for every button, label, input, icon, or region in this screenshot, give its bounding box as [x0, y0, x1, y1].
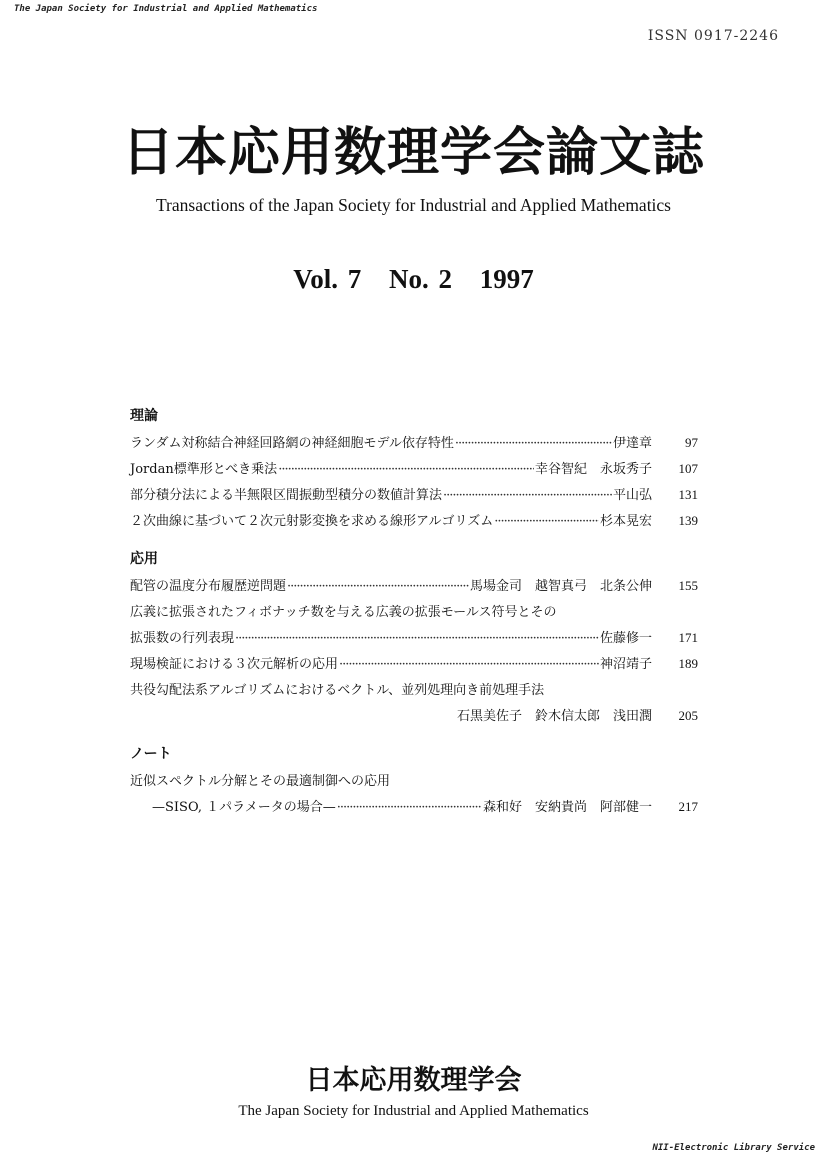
- volume: Vol. 7: [293, 264, 362, 294]
- article-page: 155: [678, 578, 698, 593]
- year: 1997: [479, 264, 534, 294]
- toc-entry-line1[interactable]: [130, 601, 698, 627]
- article-page: 107: [678, 461, 698, 476]
- toc-entry[interactable]: [130, 484, 698, 510]
- article-page: 131: [678, 487, 698, 502]
- article-page: 217: [678, 799, 698, 814]
- article-authors: 神沼靖子: [599, 657, 652, 672]
- toc-entry-line1[interactable]: [130, 679, 698, 705]
- toc-entry[interactable]: [130, 432, 698, 458]
- leader-dots: [443, 488, 612, 503]
- article-title: 広義に拡張されたフィボナッチ数を与える広義の拡張モールス符号とその: [130, 605, 557, 620]
- publisher-name-jp: 日本応用数理学会: [305, 1065, 522, 1096]
- section-heading-theory: 理論: [130, 408, 158, 424]
- article-title: ランダム対称結合神経回路網の神経細胞モデル依存特性: [130, 436, 454, 451]
- leader-dots: [287, 579, 469, 594]
- article-authors: 馬場金司 越智真弓 北条公伸: [469, 579, 652, 594]
- toc-entry-line1[interactable]: [130, 770, 698, 796]
- issue-number: No. 2: [389, 264, 453, 294]
- leader-dots: [455, 436, 612, 451]
- article-page: 189: [678, 656, 698, 671]
- leader-dots: [235, 631, 599, 646]
- article-page: 97: [685, 435, 698, 450]
- article-authors: 伊達章: [612, 436, 652, 451]
- volume-line: [0, 264, 827, 295]
- article-page: 139: [678, 513, 698, 528]
- toc-entry[interactable]: [130, 653, 698, 679]
- header-note: The Japan Society for Industrial and Applied Mathematics: [14, 4, 318, 14]
- article-page: 171: [678, 630, 698, 645]
- article-title: 共役勾配法系アルゴリズムにおけるベクトル、並列処理向き前処理手法: [130, 683, 545, 698]
- leader-dots: [494, 514, 599, 529]
- article-title: ２次曲線に基づいて２次元射影変換を求める線形アルゴリズム: [130, 514, 494, 529]
- article-title-continued: 拡張数の行列表現: [130, 631, 235, 646]
- section-heading-note: ノート: [130, 746, 172, 762]
- article-title: 部分積分法による半無限区間振動型積分の数値計算法: [130, 488, 443, 503]
- footer-note: NII-Electronic Library Service: [652, 1143, 815, 1153]
- table-of-contents: [130, 405, 698, 822]
- toc-entry[interactable]: [130, 510, 698, 536]
- article-authors: 森和好 安納貴尚 阿部健一: [482, 800, 652, 815]
- article-title: 配管の温度分布履歴逆問題: [130, 579, 287, 594]
- toc-entry-line2[interactable]: [130, 796, 698, 822]
- article-authors: 石黒美佐子 鈴木信太郎 浅田潤: [456, 709, 652, 724]
- leader-dots: [339, 657, 599, 672]
- section-heading-application: 応用: [130, 551, 158, 567]
- toc-entry-line2[interactable]: [130, 627, 698, 653]
- article-title: 近似スペクトル分解とその最適制御への応用: [130, 774, 391, 789]
- toc-entry[interactable]: [130, 458, 698, 484]
- journal-title-en: Transactions of the Japan Society for Industrial and Applied Mathematics: [155, 195, 671, 215]
- article-authors: 平山弘: [612, 488, 652, 503]
- toc-entry[interactable]: [130, 575, 698, 601]
- article-page: 205: [678, 708, 698, 723]
- publisher-name-en: The Japan Society for Industrial and Applied Mathematics: [238, 1103, 589, 1119]
- article-authors: 幸谷智紀 永坂秀子: [534, 462, 652, 477]
- article-authors: 杉本晃宏: [599, 514, 652, 529]
- article-authors: 佐藤修一: [599, 631, 652, 646]
- toc-entry-line2[interactable]: [130, 705, 698, 731]
- article-subtitle: —SISO, １パラメータの場合—: [152, 800, 336, 815]
- leader-dots: [278, 462, 534, 477]
- leader-dots: [337, 800, 482, 815]
- article-title: 現場検証における３次元解析の応用: [130, 657, 339, 672]
- issn-number: ISSN 0917-2246: [647, 28, 779, 44]
- journal-title-jp: 日本応用数理学会論文誌: [121, 122, 705, 183]
- article-title: Jordan標準形とべき乗法: [130, 462, 278, 477]
